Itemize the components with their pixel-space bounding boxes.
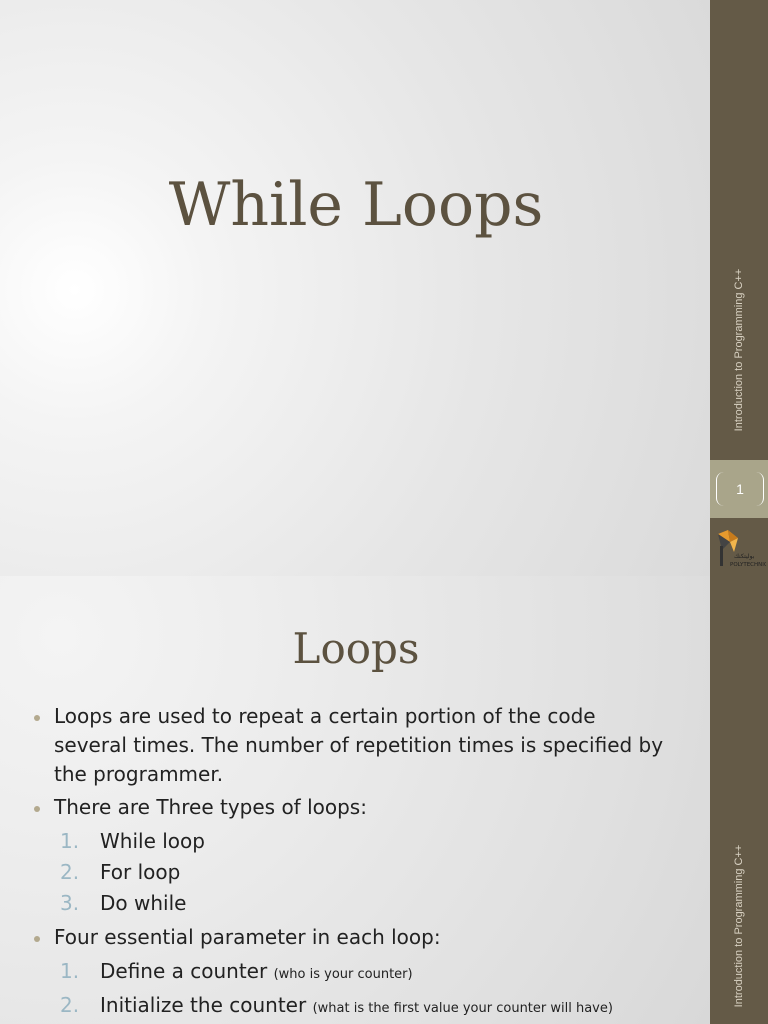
list-item: [32, 956, 672, 990]
bullet-text: Four essential parameter in each loop:: [54, 925, 441, 949]
list-text: Do while: [100, 891, 187, 915]
list-number: 1.: [60, 829, 80, 853]
list-item: [32, 826, 672, 857]
list-text: While loop: [100, 829, 205, 853]
slide-title: While Loops: [168, 170, 544, 240]
loop-types-list: [32, 826, 672, 919]
sidebar-course-title: Introduction to Programming C++: [733, 844, 745, 1008]
slide-sidebar: [710, 0, 768, 576]
slide-2: [0, 576, 768, 1024]
bullet-item: [32, 793, 672, 822]
list-note: (what is the first value your counter will have): [312, 1001, 613, 1016]
bullet-item: [32, 702, 672, 789]
list-number: 3.: [60, 891, 80, 915]
bullet-item: [32, 923, 672, 952]
slide-title: Loops: [292, 624, 420, 673]
slide-sidebar: [710, 576, 768, 1024]
slide-content: [32, 702, 672, 1024]
list-number: 2.: [60, 993, 80, 1017]
list-item: [32, 857, 672, 888]
list-text: For loop: [100, 860, 181, 884]
list-item: [32, 990, 672, 1024]
sidebar-course-title: Introduction to Programming C++: [733, 268, 745, 432]
list-number: 2.: [60, 860, 80, 884]
list-text: Initialize the counter: [100, 993, 307, 1017]
bullet-icon: [34, 936, 40, 942]
list-note: (who is your counter): [273, 967, 413, 982]
bullet-text: There are Three types of loops:: [54, 795, 367, 819]
bullet-text: Loops are used to repeat a certain portion of the code several times. The number of repetition times is specified by the programmer.: [54, 704, 664, 786]
list-item: [32, 888, 672, 919]
svg-text:بوليتكنك: بوليتكنك: [734, 553, 755, 560]
list-number: 1.: [60, 959, 80, 983]
parameters-list: [32, 956, 672, 1024]
logo-text: POLYTECHNIC: [730, 562, 766, 568]
bullet-icon: [34, 715, 40, 721]
polytechnic-logo: [712, 528, 766, 570]
page-number: 1: [716, 472, 764, 506]
list-text: Define a counter: [100, 959, 268, 983]
page-number-tab: [710, 460, 768, 518]
bullet-icon: [34, 806, 40, 812]
